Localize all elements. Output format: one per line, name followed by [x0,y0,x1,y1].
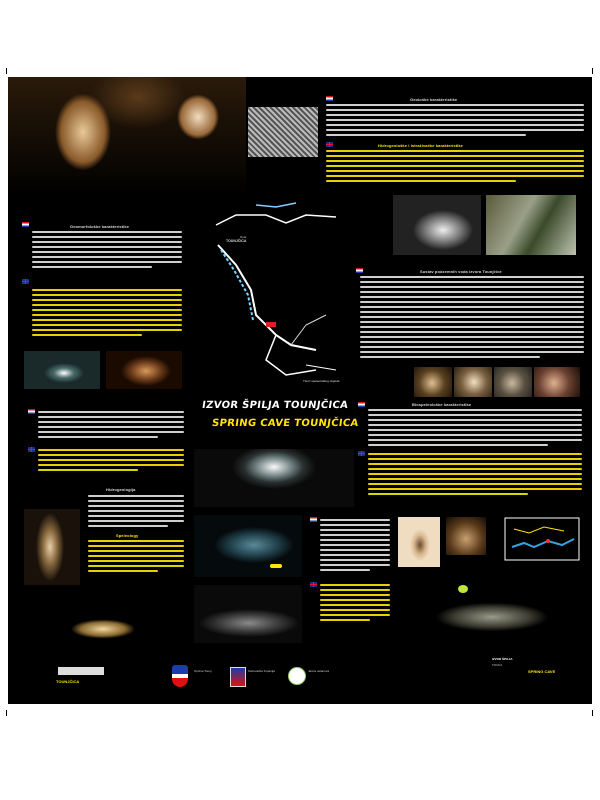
croatian-flag-icon [22,222,29,227]
poster-title-hr: IZVOR ŠPILJA TOUNJČICA [201,400,349,411]
footer-title: IZVOR ŠPILJA [492,657,513,661]
crop-mark [592,710,593,716]
section-heading: Hidrogeologija [106,487,136,492]
english-flag-icon [326,142,333,147]
logo-text: Karlovačka županija [248,669,275,673]
crop-mark [6,68,7,74]
stalactite-photo [8,77,246,197]
croatian-flag-icon [356,268,363,273]
formation-photo [48,607,158,647]
section-heading: Geološke karakteristike [410,97,458,102]
poster [8,77,592,704]
fauna-photo [414,367,452,397]
map-legend: Tlocrt speleološkog objekta [303,379,340,383]
diver-icon [270,564,282,568]
cave-mouth-photo [194,449,354,507]
english-flag-icon [22,279,29,284]
cave-chamber-photo [106,351,182,389]
croatian-flag-icon [28,409,35,414]
section-heading: Sustav podzemnih voda izvora Tounjčice [420,269,502,274]
bat-photo [398,517,440,567]
english-flag-icon [358,451,365,456]
section-heading: Biospeleološke karakteristike [412,402,472,407]
section-heading: Speleology [116,533,139,538]
county-logo-icon [230,667,246,687]
location-map [504,517,580,561]
croatian-flag-icon [358,402,365,407]
croatian-flag-icon [310,517,317,522]
map-label: TOUNJČICA [226,239,247,243]
cave-animal-photo [446,517,486,555]
sponsor-banner [58,667,104,675]
section-heading: Geomorfološke karakteristike [70,224,130,229]
fauna-photo [454,367,492,397]
poster-title-en: SPRING CAVE TOUNJČICA [211,418,360,429]
map-label: Izvor [240,235,247,239]
section-heading: Hidrogeološke i istraživačke karakteristike [378,143,464,148]
cave-lake-photo [392,577,592,657]
footer-badge: TOUNJČICA [56,679,80,684]
institution-logo-icon [288,667,306,685]
stalagmite-photo [24,509,80,585]
cave-map [196,195,356,395]
crop-mark [592,68,593,74]
fauna-photo [494,367,532,397]
croatian-flag-icon [326,96,333,101]
logo-text: Javna ustanova [308,669,330,673]
fauna-photo [534,367,580,397]
logo-text: Općina Tounj [194,669,212,673]
helmet-light-icon [458,585,468,593]
cave-passage-photo [194,585,302,643]
english-flag-icon [310,582,317,587]
stream-photo [486,195,576,255]
cave-entrance-photo [24,351,100,389]
crop-mark [6,710,7,716]
coat-of-arms-icon [172,665,188,687]
underwater-cave-photo [194,515,302,577]
english-flag-icon [28,447,35,452]
waterfall-photo [393,195,481,255]
cave-sketch-photo [248,107,318,157]
footer-subtitle: SPRING CAVE [528,669,556,674]
footer-place: TOUNJ [492,663,502,667]
